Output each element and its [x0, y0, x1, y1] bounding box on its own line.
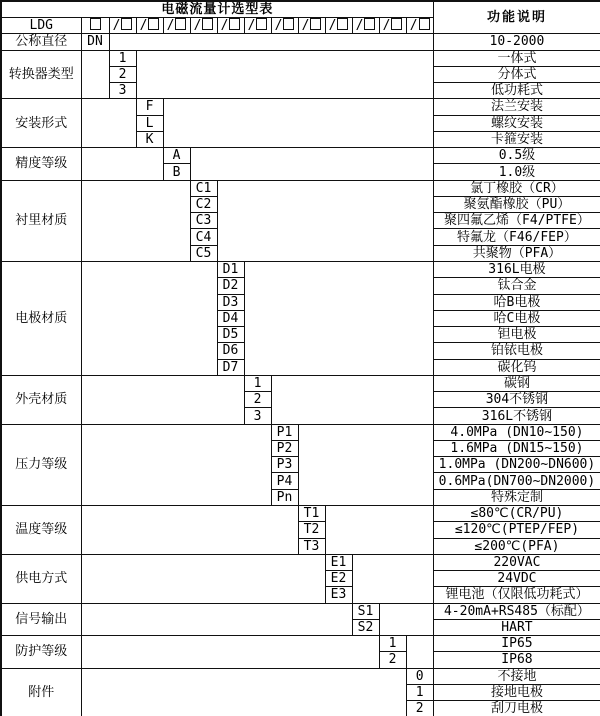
- desc-cell: 特氟龙（F46/FEP）: [433, 229, 600, 245]
- category-label: 温度等级: [1, 505, 81, 554]
- slash-glyph: /: [139, 18, 148, 34]
- code-cell: T1: [298, 505, 325, 521]
- spacer-cell: [81, 99, 136, 148]
- code-cell: C1: [190, 180, 217, 196]
- spacer-cell: [109, 34, 433, 50]
- spacer-cell: [81, 375, 244, 424]
- model-code-slot-12: [406, 18, 433, 34]
- desc-cell: IP68: [433, 652, 600, 668]
- desc-cell: 304不锈钢: [433, 392, 600, 408]
- code-cell: 1: [379, 636, 406, 652]
- desc-cell: 氯丁橡胶（CR）: [433, 180, 600, 196]
- code-cell: S2: [352, 619, 379, 635]
- code-cell: P3: [271, 457, 298, 473]
- code-cell: D5: [217, 327, 244, 343]
- desc-cell: 316L不锈钢: [433, 408, 600, 424]
- spacer-cell: [81, 603, 352, 636]
- function-description-header: 功能说明: [433, 1, 600, 34]
- code-cell: 1: [109, 50, 136, 66]
- spacer-cell: [81, 261, 217, 375]
- slash-glyph: /: [112, 18, 121, 34]
- slash-glyph: /: [193, 18, 202, 34]
- model-code-slot-1: [109, 18, 136, 34]
- model-code-slot-7: [271, 18, 298, 34]
- category-label: 电极材质: [1, 261, 81, 375]
- desc-cell: 分体式: [433, 66, 600, 82]
- desc-cell: 24VDC: [433, 571, 600, 587]
- model-code-slot-9: [325, 18, 352, 34]
- desc-cell: 钛合金: [433, 278, 600, 294]
- desc-cell: 聚四氟乙烯（F4/PTFE）: [433, 213, 600, 229]
- code-cell: S1: [352, 603, 379, 619]
- spacer-cell: [81, 180, 190, 261]
- code-cell: A: [163, 148, 190, 164]
- desc-cell: ≤120℃(PTEP/FEP): [433, 522, 600, 538]
- desc-cell: 聚氨酯橡胶（PU）: [433, 196, 600, 212]
- page-title: 电磁流量计选型表: [1, 1, 433, 18]
- desc-cell: IP65: [433, 636, 600, 652]
- code-box-icon: [90, 18, 101, 30]
- code-cell: 2: [379, 652, 406, 668]
- desc-cell: HART: [433, 619, 600, 635]
- desc-cell: 4-20mA+RS485（标配）: [433, 603, 600, 619]
- code-cell: 2: [109, 66, 136, 82]
- code-cell: D2: [217, 278, 244, 294]
- model-code-slot-10: [352, 18, 379, 34]
- code-cell: 3: [109, 83, 136, 99]
- code-box-icon: [148, 18, 159, 30]
- model-code-slot-3: [163, 18, 190, 34]
- code-box-icon: [337, 18, 348, 30]
- desc-cell: 碳化钨: [433, 359, 600, 375]
- spacer-cell: [81, 636, 379, 669]
- spacer-cell: [136, 50, 433, 99]
- slash-glyph: /: [409, 18, 418, 34]
- spacer-cell: [81, 554, 325, 603]
- desc-cell: 4.0MPa (DN10~150): [433, 424, 600, 440]
- desc-cell: 1.6MPa (DN15~150): [433, 440, 600, 456]
- desc-cell: 低功耗式: [433, 83, 600, 99]
- desc-cell: 钽电极: [433, 327, 600, 343]
- category-label: 防护等级: [1, 636, 81, 669]
- slash-glyph: /: [220, 18, 229, 34]
- code-cell: E2: [325, 571, 352, 587]
- category-label-dn: 公称直径: [1, 34, 81, 50]
- code-cell: D1: [217, 261, 244, 277]
- desc-cell: 刮刀电极: [433, 701, 600, 716]
- spacer-cell: [406, 636, 433, 669]
- category-label: 供电方式: [1, 554, 81, 603]
- code-cell: 1: [244, 375, 271, 391]
- category-label: 转换器类型: [1, 50, 81, 99]
- code-cell: Pn: [271, 489, 298, 505]
- category-label: 压力等级: [1, 424, 81, 505]
- code-box-icon: [419, 18, 430, 30]
- slash-glyph: /: [328, 18, 337, 34]
- desc-cell: 法兰安装: [433, 99, 600, 115]
- slash-glyph: /: [355, 18, 364, 34]
- model-code-slot-8: [298, 18, 325, 34]
- code-cell: 1: [406, 684, 433, 700]
- spacer-cell: [217, 180, 433, 261]
- desc-cell: 316L电极: [433, 261, 600, 277]
- code-cell: D7: [217, 359, 244, 375]
- code-cell: 2: [244, 392, 271, 408]
- code-cell: F: [136, 99, 163, 115]
- spacer-cell: [298, 424, 433, 505]
- code-box-icon: [364, 18, 375, 30]
- desc-cell: 220VAC: [433, 554, 600, 570]
- code-box-icon: [256, 18, 267, 30]
- code-cell: D4: [217, 310, 244, 326]
- spacer-cell: [81, 668, 406, 716]
- spacer-cell: [81, 50, 109, 99]
- spacer-cell: [271, 375, 433, 424]
- desc-cell: 卡箍安装: [433, 131, 600, 147]
- code-cell: T3: [298, 538, 325, 554]
- code-box-icon: [121, 18, 132, 30]
- code-cell: C4: [190, 229, 217, 245]
- category-label: 安装形式: [1, 99, 81, 148]
- desc-cell: 锂电池（仅限低功耗式）: [433, 587, 600, 603]
- model-code-slot-2: [136, 18, 163, 34]
- slash-glyph: /: [382, 18, 391, 34]
- desc-cell: 0.5级: [433, 148, 600, 164]
- code-cell: E1: [325, 554, 352, 570]
- slash-glyph: /: [247, 18, 256, 34]
- slash-glyph: /: [166, 18, 175, 34]
- desc-cell: 接地电极: [433, 684, 600, 700]
- code-cell: K: [136, 131, 163, 147]
- desc-cell: 1.0MPa (DN200~DN600): [433, 457, 600, 473]
- code-cell: 2: [406, 701, 433, 716]
- code-cell: L: [136, 115, 163, 131]
- code-box-icon: [391, 18, 402, 30]
- spacer-cell: [325, 505, 433, 554]
- desc-cell: 一体式: [433, 50, 600, 66]
- category-label: 衬里材质: [1, 180, 81, 261]
- desc-cell: 10-2000: [433, 34, 600, 50]
- desc-cell: 特殊定制: [433, 489, 600, 505]
- spacer-cell: [352, 554, 433, 603]
- code-cell: P1: [271, 424, 298, 440]
- desc-cell: 1.0级: [433, 164, 600, 180]
- desc-cell: 不接地: [433, 668, 600, 684]
- slash-glyph: /: [301, 18, 310, 34]
- dn-code: DN: [81, 34, 109, 50]
- category-label: 外壳材质: [1, 375, 81, 424]
- code-cell: C2: [190, 196, 217, 212]
- code-cell: D6: [217, 343, 244, 359]
- slash-glyph: /: [274, 18, 283, 34]
- model-code-slot-5: [217, 18, 244, 34]
- desc-cell: 哈C电极: [433, 310, 600, 326]
- desc-cell: 铂铱电极: [433, 343, 600, 359]
- desc-cell: ≤200℃(PFA): [433, 538, 600, 554]
- code-cell: P4: [271, 473, 298, 489]
- model-code-slot-6: [244, 18, 271, 34]
- category-label: 精度等级: [1, 148, 81, 181]
- spacer-cell: [190, 148, 433, 181]
- code-cell: C5: [190, 245, 217, 261]
- code-cell: 0: [406, 668, 433, 684]
- desc-cell: 螺纹安装: [433, 115, 600, 131]
- code-box-icon: [229, 18, 240, 30]
- spacer-cell: [81, 424, 271, 505]
- model-code-slot-11: [379, 18, 406, 34]
- code-cell: B: [163, 164, 190, 180]
- code-cell: P2: [271, 440, 298, 456]
- spacer-cell: [81, 505, 298, 554]
- code-box-icon: [175, 18, 186, 30]
- desc-cell: 共聚物（PFA）: [433, 245, 600, 261]
- desc-cell: 碳钢: [433, 375, 600, 391]
- model-code-box: [81, 18, 109, 34]
- code-cell: D3: [217, 294, 244, 310]
- spacer-cell: [163, 99, 433, 148]
- code-box-icon: [283, 18, 294, 30]
- spacer-cell: [81, 148, 163, 181]
- category-label: 附件: [1, 668, 81, 716]
- model-code-slot-4: [190, 18, 217, 34]
- desc-cell: ≤80℃(CR/PU): [433, 505, 600, 521]
- code-box-icon: [310, 18, 321, 30]
- code-cell: 3: [244, 408, 271, 424]
- code-cell: E3: [325, 587, 352, 603]
- code-box-icon: [202, 18, 213, 30]
- desc-cell: 哈B电极: [433, 294, 600, 310]
- code-cell: C3: [190, 213, 217, 229]
- desc-cell: 0.6MPa(DN700~DN2000): [433, 473, 600, 489]
- category-label: 信号输出: [1, 603, 81, 636]
- spacer-cell: [379, 603, 433, 636]
- code-cell: T2: [298, 522, 325, 538]
- spacer-cell: [244, 261, 433, 375]
- model-prefix: LDG: [1, 18, 81, 34]
